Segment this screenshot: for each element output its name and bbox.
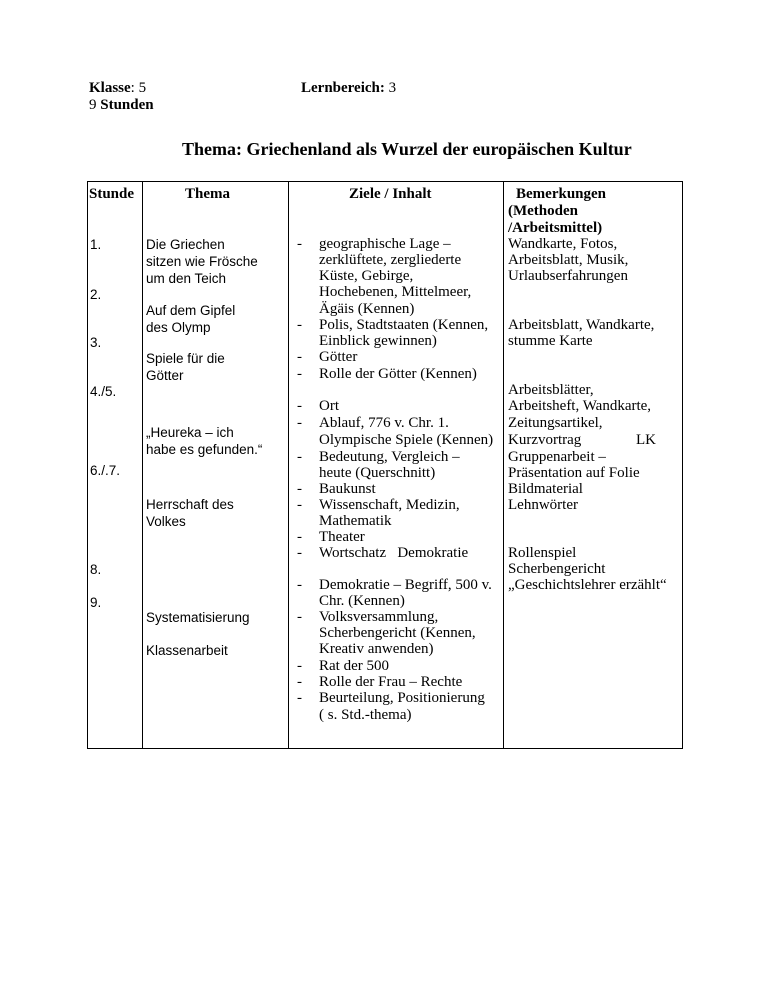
ziel-line: Mathematik: [319, 513, 392, 529]
bullet-dash: -: [297, 658, 302, 674]
ziel-line: geographische Lage –: [319, 236, 451, 252]
ziel-line: Rat der 500: [319, 658, 389, 674]
bullet-dash: -: [297, 449, 302, 465]
thema-line: des Olymp: [146, 320, 211, 335]
bemerkung-line: stumme Karte: [508, 333, 593, 349]
stunde-1: 1.: [90, 237, 102, 252]
ziel-line: Einblick gewinnen): [319, 333, 437, 349]
stunden-label: Stunden: [100, 97, 154, 113]
header-ziele: Ziele / Inhalt: [349, 186, 432, 202]
thema-line: Klassenarbeit: [146, 643, 228, 658]
bullet-dash: -: [297, 529, 302, 545]
ziel-line: Bedeutung, Vergleich –: [319, 449, 460, 465]
bemerkung-line: Gruppenarbeit –: [508, 449, 606, 465]
ziel-line: Demokratie – Begriff, 500 v.: [319, 577, 492, 593]
bullet-dash: -: [297, 545, 302, 561]
bemerkung-line: „Geschichtslehrer erzählt“: [508, 577, 667, 593]
ziel-line: Scherbengericht (Kennen,: [319, 625, 476, 641]
stunden-value: 9: [89, 97, 101, 113]
page-title: Thema: Griechenland als Wurzel der europäischen Kultur: [182, 139, 632, 159]
bullet-dash: -: [297, 415, 302, 431]
ziel-line: Theater: [319, 529, 365, 545]
thema-line: sitzen wie Frösche: [146, 254, 258, 269]
thema-line: Herrschaft des: [146, 497, 234, 512]
ziel-line: Ort: [319, 398, 339, 414]
ziel-line: Kreativ anwenden): [319, 641, 434, 657]
ziel-line: Olympische Spiele (Kennen): [319, 432, 494, 448]
header-stunde: Stunde: [89, 186, 135, 202]
bemerkung-line: Wandkarte, Fotos,: [508, 236, 618, 252]
ziel-line: Chr. (Kennen): [319, 593, 405, 609]
ziel-line: Volksversammlung,: [319, 609, 439, 625]
ziel-line: Hochebenen, Mittelmeer,: [319, 284, 472, 300]
bullet-dash: -: [297, 674, 302, 690]
thema-line: „Heureka – ich: [146, 425, 234, 440]
klasse-line: [89, 80, 146, 97]
ziel-line: Beurteilung, Positionierung: [319, 690, 485, 706]
thema-line: Spiele für die: [146, 351, 225, 366]
stunde-4-5: 4./5.: [90, 384, 117, 399]
stunde-3: 3.: [90, 335, 102, 350]
bemerkung-line: Arbeitsblätter,: [508, 382, 594, 398]
ziel-line: Götter: [319, 349, 358, 365]
bullet-dash: -: [297, 609, 302, 625]
ziel-line: Rolle der Götter (Kennen): [319, 366, 477, 382]
ziel-line: Wortschatz Demokratie: [319, 545, 469, 561]
ziel-line: Ablauf, 776 v. Chr. 1.: [319, 415, 449, 431]
bemerkung-line: Präsentation auf Folie: [508, 465, 640, 481]
thema-line: Götter: [146, 368, 184, 383]
bullet-dash: -: [297, 317, 302, 333]
klasse-label: Klasse: [89, 80, 131, 96]
bemerkung-line: Scherbengericht: [508, 561, 606, 577]
thema-line: Die Griechen: [146, 237, 225, 252]
stunde-2: 2.: [90, 287, 102, 302]
lernbereich-line: [301, 80, 396, 97]
ziel-line: zerklüftete, zergliederte: [319, 252, 462, 268]
bemerkung-line: Arbeitsheft, Wandkarte,: [508, 398, 652, 414]
bullet-dash: -: [297, 497, 302, 513]
bemerkung-line: LK: [636, 432, 656, 448]
bullet-dash: -: [297, 349, 302, 365]
stunde-9: 9.: [90, 595, 102, 610]
bemerkung-line: Rollenspiel: [508, 545, 577, 561]
ziel-line: Polis, Stadtstaaten (Kennen,: [319, 317, 489, 333]
header-bemerkungen: Bemerkungen: [516, 186, 606, 202]
bullet-dash: -: [297, 481, 302, 497]
ziel-line: Rolle der Frau – Rechte: [319, 674, 463, 690]
bemerkung-line: Zeitungsartikel,: [508, 415, 603, 431]
lernbereich-label: Lernbereich:: [301, 80, 385, 96]
bemerkung-line: Bildmaterial: [508, 481, 583, 497]
thema-line: um den Teich: [146, 271, 227, 286]
bemerkung-line: Urlaubserfahrungen: [508, 268, 628, 284]
bemerkung-line: Kurzvortrag: [508, 432, 582, 448]
bullet-dash: -: [297, 366, 302, 382]
stunden-line: [89, 97, 154, 114]
bemerkung-line: Lehnwörter: [508, 497, 578, 513]
ziel-line: Wissenschaft, Medizin,: [319, 497, 460, 513]
header-thema: Thema: [185, 186, 230, 202]
bemerkung-line: Arbeitsblatt, Musik,: [508, 252, 629, 268]
lernbereich-value: 3: [384, 80, 397, 96]
thema-line: Systematisierung: [146, 610, 250, 625]
stunde-8: 8.: [90, 562, 102, 577]
ziel-line: Ägäis (Kennen): [319, 301, 415, 317]
bemerkung-line: Arbeitsblatt, Wandkarte,: [508, 317, 655, 333]
bullet-dash: -: [297, 690, 302, 706]
ziel-line: heute (Querschnitt): [319, 465, 436, 481]
ziel-line: Küste, Gebirge,: [319, 268, 414, 284]
stunde-6-7: 6./.7.: [90, 463, 121, 478]
bullet-dash: -: [297, 398, 302, 414]
thema-line: Auf dem Gipfel: [146, 303, 236, 318]
ziel-line: ( s. Std.-thema): [319, 707, 412, 723]
thema-line: Volkes: [146, 514, 186, 529]
thema-line: habe es gefunden.“: [146, 442, 263, 457]
klasse-value: : 5: [130, 80, 147, 96]
header-arbeitsmittel: /Arbeitsmittel): [508, 220, 603, 236]
bullet-dash: -: [297, 577, 302, 593]
ziel-line: Baukunst: [319, 481, 376, 497]
header-methoden: (Methoden: [508, 203, 578, 219]
bullet-dash: -: [297, 236, 302, 252]
